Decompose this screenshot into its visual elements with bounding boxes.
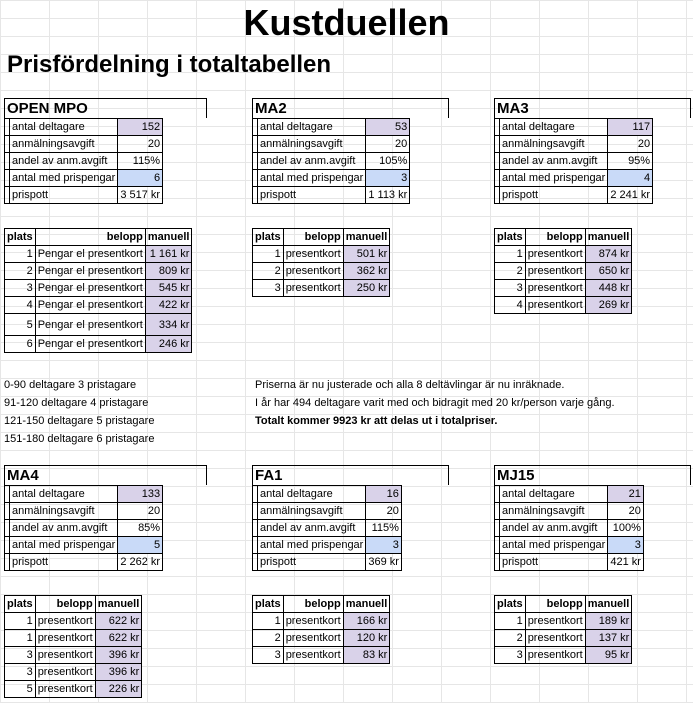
label-avgift: anmälningsavgift: [258, 136, 366, 153]
cell-plats[interactable]: 6: [5, 336, 36, 353]
cell-plats[interactable]: 4: [5, 297, 36, 314]
cell-plats[interactable]: 4: [495, 297, 526, 314]
cell-manuell[interactable]: 362 kr: [343, 263, 390, 280]
table-row: [5, 336, 192, 353]
cell-plats[interactable]: 2: [495, 630, 526, 647]
sheet-subtitle: Prisfördelning i totaltabellen: [7, 51, 332, 78]
header-plats: plats: [495, 596, 526, 613]
cell-belopp[interactable]: presentkort: [525, 263, 585, 280]
cell-manuell[interactable]: 809 kr: [145, 263, 192, 280]
cell-manuell[interactable]: 622 kr: [95, 630, 142, 647]
cell-andel[interactable]: 95%: [608, 153, 653, 170]
prize-table: [252, 228, 390, 297]
header-belopp: belopp: [525, 596, 585, 613]
note-total: Totalt kommer 9923 kr att delas ut i totalpriser.: [255, 415, 498, 427]
cell-manuell[interactable]: 874 kr: [585, 246, 632, 263]
prize-table: [4, 228, 192, 353]
cell-manuell[interactable]: 650 kr: [585, 263, 632, 280]
label-andel: andel av anm.avgift: [500, 153, 608, 170]
table-row: [5, 263, 192, 280]
info-table: [4, 118, 163, 204]
cell-manuell[interactable]: 545 kr: [145, 280, 192, 297]
table-row: [5, 613, 142, 630]
cell-manuell[interactable]: 250 kr: [343, 280, 390, 297]
cell-med[interactable]: 3: [366, 537, 402, 554]
cell-pott[interactable]: 2 262 kr: [118, 554, 163, 571]
cell-belopp[interactable]: Pengar el presentkort: [35, 280, 145, 297]
cell-avgift[interactable]: 20: [118, 503, 163, 520]
cell-belopp[interactable]: Pengar el presentkort: [35, 263, 145, 280]
cell-belopp[interactable]: Pengar el presentkort: [35, 246, 145, 263]
cell-manuell[interactable]: 422 kr: [145, 297, 192, 314]
header-manuell: manuell: [145, 229, 192, 246]
label-pott: prispott: [258, 187, 366, 204]
cell-med[interactable]: 4: [608, 170, 653, 187]
header-manuell: manuell: [585, 229, 632, 246]
block-name: MJ15: [494, 465, 691, 485]
cell-pott[interactable]: 3 517 kr: [118, 187, 163, 204]
table-row: [495, 630, 632, 647]
label-antal: antal deltagare: [10, 486, 118, 503]
cell-plats[interactable]: 1: [5, 613, 36, 630]
cell-belopp[interactable]: presentkort: [35, 613, 95, 630]
cell-antal[interactable]: 21: [608, 486, 644, 503]
header-manuell: manuell: [95, 596, 142, 613]
cell-plats[interactable]: 3: [253, 647, 284, 664]
info-table: [252, 485, 402, 571]
label-andel: andel av anm.avgift: [500, 520, 608, 537]
header-manuell: manuell: [343, 596, 390, 613]
header-plats: plats: [495, 229, 526, 246]
note-line: Priserna är nu justerade och alla 8 deltävlingar är nu inräknade.: [255, 379, 565, 391]
cell-belopp[interactable]: presentkort: [283, 630, 343, 647]
info-table: [494, 485, 644, 571]
info-table: [252, 118, 410, 204]
cell-plats[interactable]: 1: [5, 630, 36, 647]
rule-line: 0-90 deltagare 3 pristagare: [4, 379, 137, 391]
cell-belopp[interactable]: presentkort: [35, 647, 95, 664]
cell-manuell[interactable]: 622 kr: [95, 613, 142, 630]
cell-avgift[interactable]: 20: [608, 503, 644, 520]
cell-antal[interactable]: 117: [608, 119, 653, 136]
prize-table: [494, 228, 632, 314]
cell-manuell[interactable]: 501 kr: [343, 246, 390, 263]
cell-manuell[interactable]: 1 161 kr: [145, 246, 192, 263]
block-name: MA3: [494, 98, 691, 118]
label-med: antal med prispengar: [258, 170, 366, 187]
cell-manuell[interactable]: 137 kr: [585, 630, 632, 647]
cell-andel[interactable]: 100%: [608, 520, 644, 537]
label-andel: andel av anm.avgift: [258, 153, 366, 170]
label-antal: antal deltagare: [500, 119, 608, 136]
label-andel: andel av anm.avgift: [10, 153, 118, 170]
block-name: MA2: [252, 98, 449, 118]
table-row: [253, 280, 390, 297]
cell-belopp[interactable]: presentkort: [283, 280, 343, 297]
cell-manuell[interactable]: 83 kr: [343, 647, 390, 664]
label-pott: prispott: [500, 554, 608, 571]
cell-manuell[interactable]: 246 kr: [145, 336, 192, 353]
table-row: [253, 613, 390, 630]
table-row: [495, 263, 632, 280]
cell-plats[interactable]: 3: [5, 280, 36, 297]
header-manuell: manuell: [585, 596, 632, 613]
cell-manuell[interactable]: 226 kr: [95, 681, 142, 698]
header-belopp: belopp: [35, 596, 95, 613]
label-pott: prispott: [10, 554, 118, 571]
table-row: [495, 280, 632, 297]
label-pott: prispott: [500, 187, 608, 204]
label-avgift: anmälningsavgift: [10, 503, 118, 520]
cell-pott[interactable]: 1 113 kr: [366, 187, 410, 204]
table-row: [5, 664, 142, 681]
cell-antal[interactable]: 16: [366, 486, 402, 503]
cell-manuell[interactable]: 396 kr: [95, 664, 142, 681]
block-name: OPEN MPO: [4, 98, 207, 118]
table-row: [495, 613, 632, 630]
cell-plats[interactable]: 2: [5, 263, 36, 280]
cell-belopp[interactable]: presentkort: [283, 647, 343, 664]
table-row: [495, 647, 632, 664]
label-avgift: anmälningsavgift: [258, 503, 366, 520]
cell-antal[interactable]: 133: [118, 486, 163, 503]
table-row: [253, 647, 390, 664]
cell-plats[interactable]: 2: [253, 263, 284, 280]
cell-plats[interactable]: 2: [253, 630, 284, 647]
prize-table: [4, 595, 142, 698]
cell-med[interactable]: 6: [118, 170, 163, 187]
table-row: [5, 647, 142, 664]
cell-belopp[interactable]: presentkort: [283, 246, 343, 263]
header-belopp: belopp: [283, 229, 343, 246]
block-name: MA4: [4, 465, 207, 485]
table-row: [253, 263, 390, 280]
cell-manuell[interactable]: 334 kr: [145, 314, 192, 336]
table-row: [5, 297, 192, 314]
table-row: [5, 280, 192, 297]
cell-belopp[interactable]: presentkort: [35, 630, 95, 647]
cell-plats[interactable]: 3: [495, 280, 526, 297]
label-med: antal med prispengar: [258, 537, 366, 554]
label-avgift: anmälningsavgift: [500, 136, 608, 153]
cell-pott[interactable]: 2 241 kr: [608, 187, 653, 204]
cell-med[interactable]: 3: [608, 537, 644, 554]
header-belopp: belopp: [283, 596, 343, 613]
cell-plats[interactable]: 1: [495, 246, 526, 263]
cell-plats[interactable]: 5: [5, 314, 36, 336]
rule-line: 91-120 deltagare 4 pristagare: [4, 397, 149, 409]
cell-belopp[interactable]: Pengar el presentkort: [35, 336, 145, 353]
table-row: [5, 681, 142, 698]
cell-manuell[interactable]: 396 kr: [95, 647, 142, 664]
cell-antal[interactable]: 152: [118, 119, 163, 136]
label-med: antal med prispengar: [10, 537, 118, 554]
cell-antal[interactable]: 53: [366, 119, 410, 136]
note-line: I år har 494 deltagare varit med och bidragit med 20 kr/person varje gång.: [255, 397, 615, 409]
cell-belopp[interactable]: presentkort: [525, 613, 585, 630]
cell-manuell[interactable]: 448 kr: [585, 280, 632, 297]
cell-plats[interactable]: 2: [495, 263, 526, 280]
label-pott: prispott: [10, 187, 118, 204]
table-row: [5, 630, 142, 647]
info-table: [4, 485, 163, 571]
cell-belopp[interactable]: presentkort: [525, 297, 585, 314]
cell-andel[interactable]: 105%: [366, 153, 410, 170]
cell-andel[interactable]: 115%: [118, 153, 163, 170]
cell-med[interactable]: 5: [118, 537, 163, 554]
prize-table: [252, 595, 390, 664]
cell-manuell[interactable]: 189 kr: [585, 613, 632, 630]
cell-belopp[interactable]: presentkort: [525, 246, 585, 263]
prize-table: [494, 595, 632, 664]
cell-belopp[interactable]: Pengar el presentkort: [35, 314, 145, 336]
cell-belopp[interactable]: presentkort: [35, 681, 95, 698]
cell-plats[interactable]: 3: [5, 647, 36, 664]
label-pott: prispott: [258, 554, 366, 571]
label-andel: andel av anm.avgift: [10, 520, 118, 537]
rule-line: 151-180 deltagare 6 pristagare: [4, 433, 155, 445]
cell-manuell[interactable]: 166 kr: [343, 613, 390, 630]
cell-belopp[interactable]: presentkort: [525, 280, 585, 297]
sheet-title: Kustduellen: [243, 2, 450, 43]
cell-plats[interactable]: 1: [253, 246, 284, 263]
cell-plats[interactable]: 3: [5, 664, 36, 681]
cell-manuell[interactable]: 269 kr: [585, 297, 632, 314]
cell-avgift[interactable]: 20: [608, 136, 653, 153]
cell-belopp[interactable]: presentkort: [525, 647, 585, 664]
cell-belopp[interactable]: presentkort: [283, 263, 343, 280]
cell-andel[interactable]: 115%: [366, 520, 402, 537]
cell-avgift[interactable]: 20: [366, 136, 410, 153]
cell-plats[interactable]: 1: [5, 246, 36, 263]
cell-plats[interactable]: 3: [495, 647, 526, 664]
cell-pott[interactable]: 421 kr: [608, 554, 644, 571]
cell-belopp[interactable]: presentkort: [525, 630, 585, 647]
label-antal: antal deltagare: [10, 119, 118, 136]
cell-plats[interactable]: 5: [5, 681, 36, 698]
label-med: antal med prispengar: [500, 537, 608, 554]
info-table: [494, 118, 653, 204]
cell-manuell[interactable]: 120 kr: [343, 630, 390, 647]
cell-belopp[interactable]: presentkort: [283, 613, 343, 630]
label-antal: antal deltagare: [258, 486, 366, 503]
cell-med[interactable]: 3: [366, 170, 410, 187]
header-plats: plats: [253, 596, 284, 613]
cell-avgift[interactable]: 20: [366, 503, 402, 520]
table-row: [253, 630, 390, 647]
label-antal: antal deltagare: [258, 119, 366, 136]
label-antal: antal deltagare: [500, 486, 608, 503]
cell-belopp[interactable]: presentkort: [35, 664, 95, 681]
cell-manuell[interactable]: 95 kr: [585, 647, 632, 664]
label-avgift: anmälningsavgift: [10, 136, 118, 153]
header-belopp: belopp: [525, 229, 585, 246]
cell-plats[interactable]: 3: [253, 280, 284, 297]
cell-plats[interactable]: 1: [253, 613, 284, 630]
cell-andel[interactable]: 85%: [118, 520, 163, 537]
table-row: [5, 314, 192, 336]
label-med: antal med prispengar: [10, 170, 118, 187]
cell-belopp[interactable]: Pengar el presentkort: [35, 297, 145, 314]
table-row: [495, 246, 632, 263]
header-plats: plats: [5, 229, 36, 246]
table-row: [495, 297, 632, 314]
label-andel: andel av anm.avgift: [258, 520, 366, 537]
cell-avgift[interactable]: 20: [118, 136, 163, 153]
label-avgift: anmälningsavgift: [500, 503, 608, 520]
header-manuell: manuell: [343, 229, 390, 246]
rule-line: 121-150 deltagare 5 pristagare: [4, 415, 155, 427]
table-row: [253, 246, 390, 263]
cell-pott[interactable]: 369 kr: [366, 554, 402, 571]
label-med: antal med prispengar: [500, 170, 608, 187]
header-plats: plats: [5, 596, 36, 613]
block-name: FA1: [252, 465, 449, 485]
table-row: [5, 246, 192, 263]
cell-plats[interactable]: 1: [495, 613, 526, 630]
header-plats: plats: [253, 229, 284, 246]
header-belopp: belopp: [35, 229, 145, 246]
